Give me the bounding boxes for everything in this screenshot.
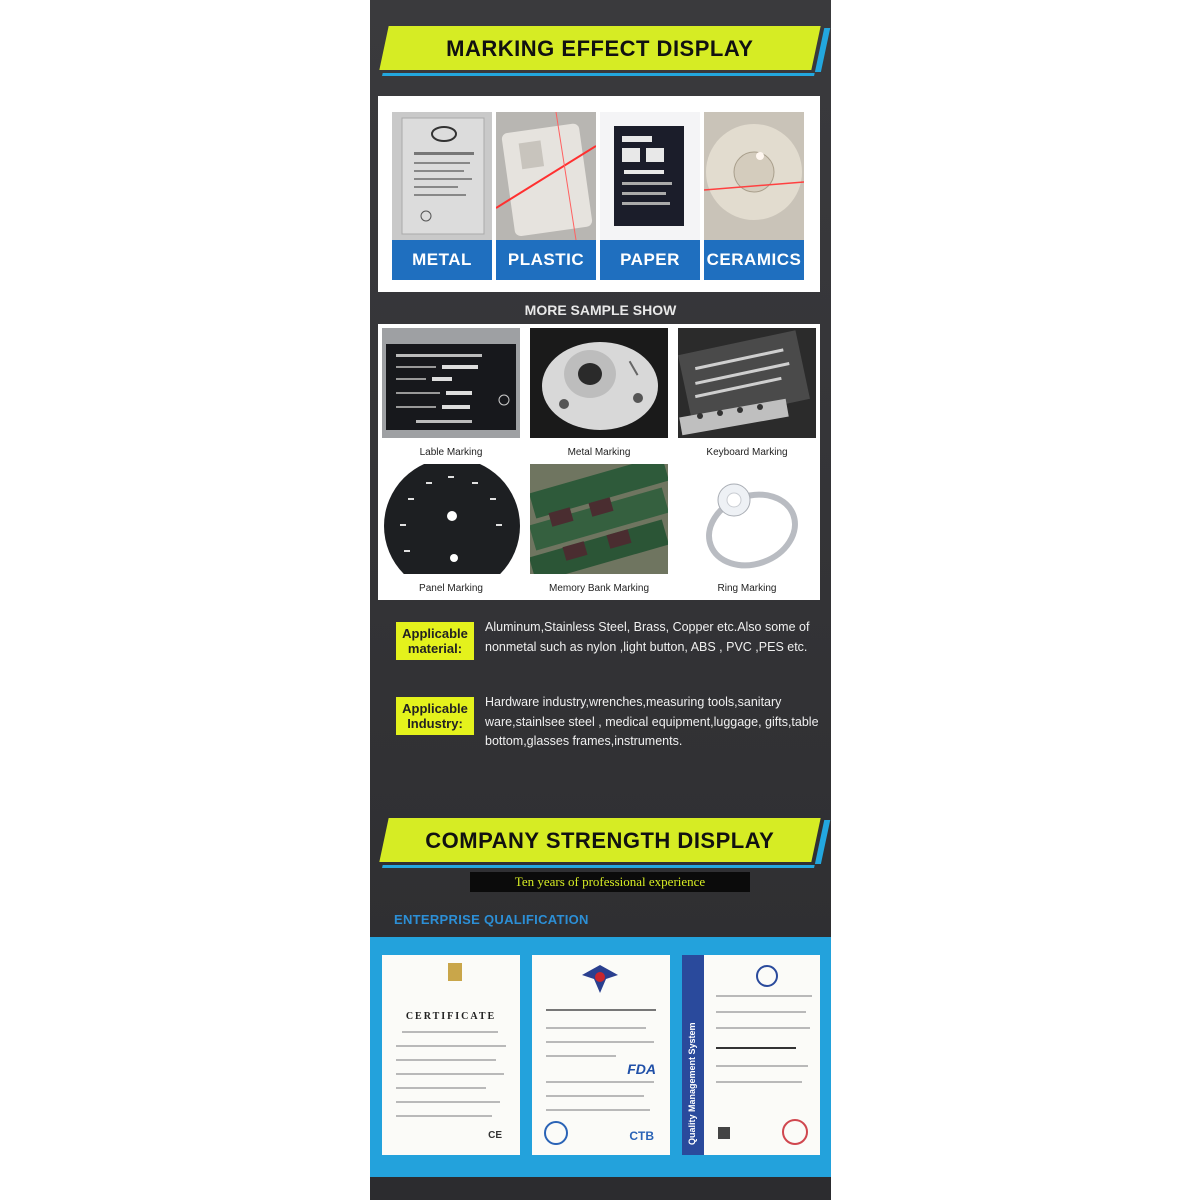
material-label-metal: METAL bbox=[392, 240, 492, 280]
applicable-industry-tag: Applicable Industry: bbox=[396, 697, 474, 735]
red-seal-icon bbox=[782, 1119, 808, 1145]
sample-caption: Ring Marking bbox=[717, 583, 777, 594]
company-title: COMPANY STRENGTH DISPLAY bbox=[425, 828, 775, 853]
metal-flange-photo bbox=[530, 328, 668, 438]
applicable-material-tag: Applicable material: bbox=[396, 622, 474, 660]
sample-caption: Metal Marking bbox=[567, 447, 631, 458]
material-tile-paper bbox=[600, 112, 700, 280]
sample-memory-bank-marking bbox=[530, 464, 668, 594]
sample-caption: Keyboard Marking bbox=[706, 447, 788, 458]
applicable-industry-text: Hardware industry,wrenches,measuring tools,sanitary ware,stainlsee steel , medical equipment,luggage, gifts,table bottom,glasses frames,instruments. bbox=[485, 695, 819, 748]
product-detail-strip bbox=[370, 0, 831, 1200]
ctb-logo: CTB bbox=[629, 1129, 654, 1143]
plastic-card-photo bbox=[496, 112, 596, 240]
enterprise-qualification-label: ENTERPRISE QUALIFICATION bbox=[394, 912, 589, 927]
certificate-fda bbox=[532, 955, 670, 1155]
sample-caption: Panel Marking bbox=[419, 583, 483, 594]
applicable-material-text: Aluminum,Stainless Steel, Brass, Copper etc.Also some of nonmetal such as nylon ,light button, ABS , PVC ,PES etc. bbox=[485, 620, 810, 654]
certificates-frame bbox=[370, 937, 831, 1177]
material-label-plastic: PLASTIC bbox=[496, 240, 596, 280]
iso-emblem-icon bbox=[756, 965, 778, 987]
sample-panel-marking bbox=[382, 464, 520, 594]
material-tile-plastic bbox=[496, 112, 596, 280]
material-tile-metal bbox=[392, 112, 492, 280]
paper-card-photo bbox=[600, 112, 700, 240]
certificate-iso bbox=[682, 955, 820, 1155]
sample-metal-marking bbox=[530, 328, 668, 458]
memory-bank-photo bbox=[530, 464, 668, 574]
ce-mark-icon: CE bbox=[488, 1130, 502, 1141]
material-label-paper: PAPER bbox=[600, 240, 700, 280]
qr-code-icon bbox=[718, 1127, 730, 1139]
material-tile-ceramics bbox=[704, 112, 804, 280]
certificate-vertical-text: Quality Management System bbox=[687, 1022, 697, 1145]
keyboard-photo bbox=[678, 328, 816, 438]
more-sample-title: MORE SAMPLE SHOW bbox=[524, 302, 677, 318]
eagle-emblem-icon bbox=[582, 965, 618, 995]
seal-icon bbox=[544, 1121, 568, 1145]
experience-ribbon: Ten years of professional experience bbox=[470, 872, 750, 892]
certificate-ce bbox=[382, 955, 520, 1155]
material-label-ceramics: CERAMICS bbox=[704, 240, 804, 280]
ceramic-disc-photo bbox=[704, 112, 804, 240]
materials-panel bbox=[378, 96, 820, 292]
samples-panel bbox=[378, 324, 820, 600]
certificate-heading: CERTIFICATE bbox=[405, 1011, 497, 1022]
ring-photo bbox=[678, 464, 816, 574]
emblem-icon bbox=[448, 963, 462, 981]
company-banner bbox=[379, 818, 820, 862]
label-plate-photo bbox=[382, 328, 520, 438]
sample-label-marking bbox=[382, 328, 520, 458]
sample-keyboard-marking bbox=[678, 328, 816, 458]
gauge-panel-photo bbox=[382, 464, 520, 574]
sample-caption: Lable Marking bbox=[419, 447, 483, 458]
marking-title: MARKING EFFECT DISPLAY bbox=[446, 36, 754, 61]
sample-caption: Memory Bank Marking bbox=[548, 583, 650, 594]
metal-plate-photo bbox=[392, 112, 492, 240]
sample-ring-marking bbox=[678, 464, 816, 594]
marking-banner bbox=[379, 26, 820, 70]
fda-logo: FDA bbox=[627, 1061, 656, 1077]
